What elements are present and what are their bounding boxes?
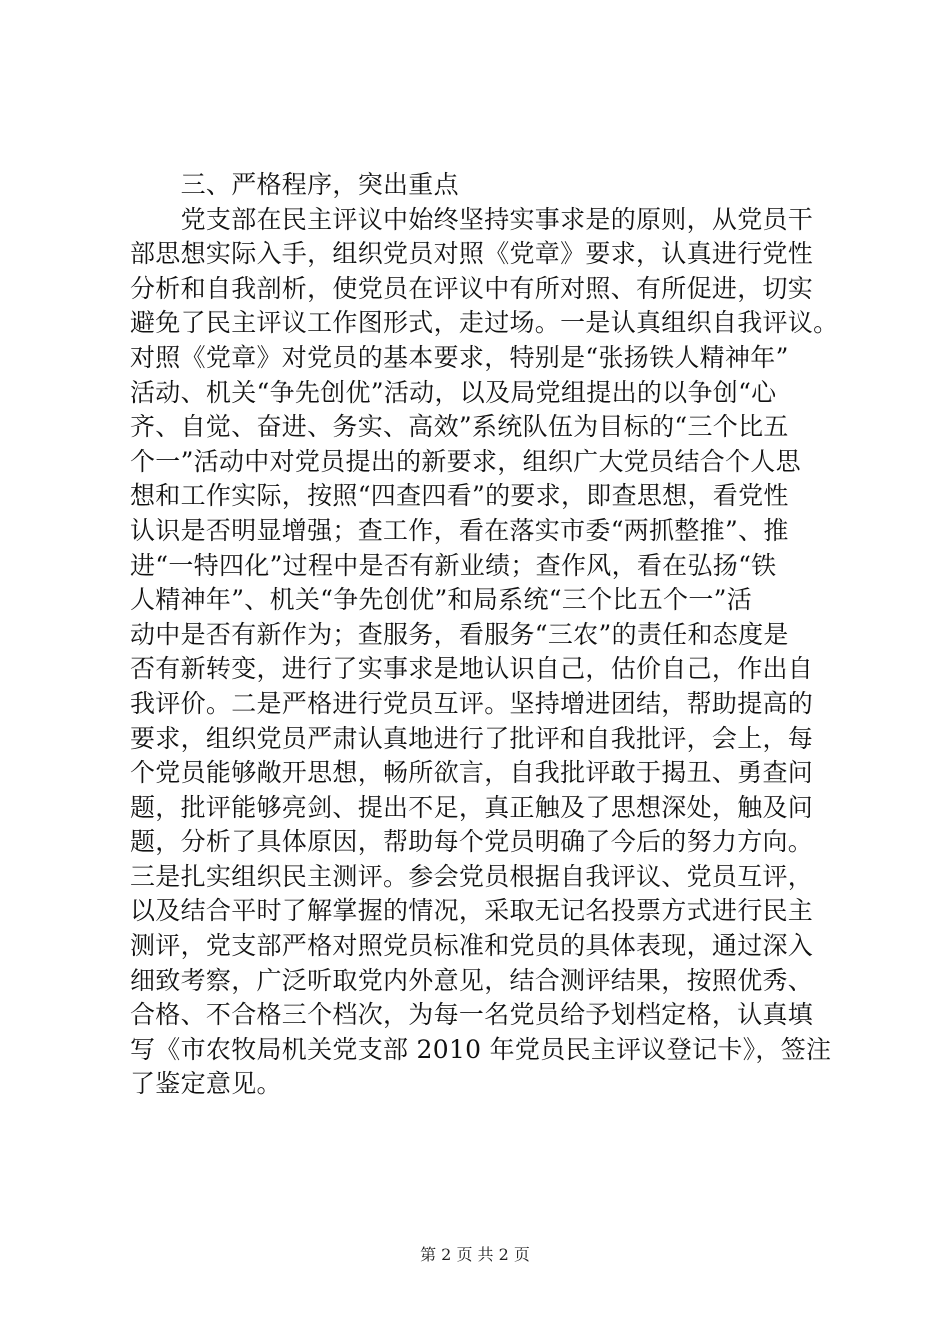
paragraph-line: 进“一特四化”过程中是否有新业绩；查作风，看在弘扬“铁 [130, 550, 777, 580]
paragraph-line: 避免了民主评议工作图形式，走过场。一是认真组织自我评议。 [130, 308, 839, 338]
paragraph-line: 了鉴定意见。 [130, 1069, 282, 1099]
paragraph-line: 对照《党章》对党员的基本要求，特别是“张扬铁人精神年” [130, 342, 789, 372]
paragraph-line: 认识是否明显增强；查工作，看在落实市委“两抓整推”、推 [130, 515, 789, 545]
paragraph-line: 齐、自觉、奋进、务实、高效”系统队伍为目标的“三个比五 [130, 412, 789, 442]
paragraph-line: 测评，党支部严格对照党员标准和党员的具体表现，通过深入 [130, 931, 814, 961]
paragraph-line: 部思想实际入手，组织党员对照《党章》要求，认真进行党性 [130, 239, 814, 269]
paragraph-line: 个一”活动中对党员提出的新要求，组织广大党员结合个人思 [130, 446, 801, 476]
paragraph-line: 题，分析了具体原因，帮助每个党员明确了今后的努力方向。 [130, 827, 814, 857]
page-footer: 第 2 页 共 2 页 [420, 1245, 530, 1264]
paragraph-line: 动中是否有新作为；查服务，看服务“三农”的责任和态度是 [130, 619, 789, 649]
paragraph-line: 写《市农牧局机关党支部 2010 年党员民主评议登记卡》，签注 [130, 1034, 832, 1064]
paragraph-line: 合格、不合格三个档次，为每一名党员给予划档定格，认真填 [130, 1000, 814, 1030]
paragraph-line: 细致考察，广泛听取党内外意见，结合测评结果，按照优秀、 [130, 965, 814, 995]
paragraph-line: 以及结合平时了解掌握的情况，采取无记名投票方式进行民主 [130, 896, 814, 926]
paragraph-line: 想和工作实际，按照“四查四看”的要求，即查思想，看党性 [130, 481, 789, 511]
paragraph-line: 分析和自我剖析，使党员在评议中有所对照、有所促进，切实 [130, 273, 814, 303]
paragraph-line: 三是扎实组织民主测评。参会党员根据自我评议、党员互评， [130, 861, 814, 891]
paragraph-line: 否有新转变，进行了实事求是地认识自己，估价自己，作出自 [130, 654, 814, 684]
document-body [130, 168, 850, 1102]
paragraph-line: 党支部在民主评议中始终坚持实事求是的原则，从党员干 [130, 204, 814, 234]
paragraph-line: 我评价。二是严格进行党员互评。坚持增进团结，帮助提高的 [130, 688, 814, 718]
paragraph-line: 个党员能够敞开思想，畅所欲言，自我批评敢于揭丑、勇查问 [130, 758, 814, 788]
paragraph-line: 题，批评能够亮剑、提出不足，真正触及了思想深处，触及问 [130, 792, 814, 822]
section-heading: 三、严格程序，突出重点 [130, 170, 459, 199]
paragraph-line: 活动、机关“争先创优”活动，以及局党组提出的以争创“心 [130, 377, 777, 407]
paragraph-line: 人精神年”、机关“争先创优”和局系统“三个比五个一”活 [130, 585, 753, 615]
paragraph-line: 要求，组织党员严肃认真地进行了批评和自我批评，会上，每 [130, 723, 814, 753]
